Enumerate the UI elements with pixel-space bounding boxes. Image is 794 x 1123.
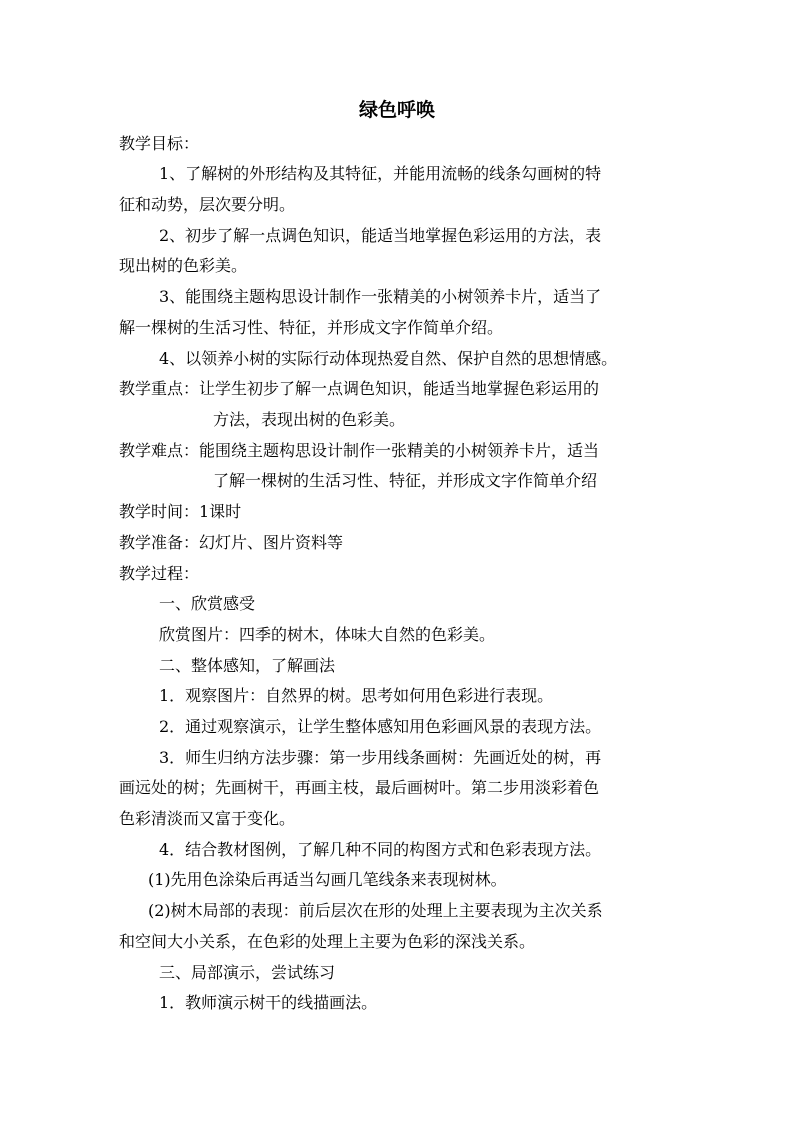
section-heading: 二、整体感知，了解画法 [159,656,336,675]
text-line: 2．通过观察演示，让学生整体感知用色彩画风景的表现方法。 [159,717,602,736]
section-heading: 三、局部演示，尝试练习 [159,963,336,982]
text-line: 2、初步了解一点调色知识，能适当地掌握色彩运用的方法，表 [159,226,602,245]
text-line: (1)先用色涂染后再适当勾画几笔线条来表现树林。 [148,870,507,889]
text-line-objectives-heading: 教学目标： [119,134,200,153]
text-line: 和空间大小关系，在色彩的处理上主要为色彩的深浅关系。 [119,932,536,951]
text-line: 4、以领养小树的实际行动体现热爱自然、保护自然的思想情感。 [159,349,618,368]
text-line: 1、了解树的外形结构及其特征，并能用流畅的线条勾画树的特 [159,164,602,183]
text-line: 4．结合教材图例，了解几种不同的构图方式和色彩表现方法。 [159,840,602,859]
text-line-process-heading: 教学过程： [119,564,200,583]
text-line: 3、能围绕主题构思设计制作一张精美的小树领养卡片，适当了 [159,287,602,306]
text-line: 1．教师演示树干的线描画法。 [159,993,378,1012]
text-line: 色彩清淡而又富于变化。 [119,809,296,828]
text-line-key-points: 教学重点：让学生初步了解一点调色知识，能适当地掌握色彩运用的 [119,379,600,398]
text-line: 欣赏图片：四季的树木，体味大自然的色彩美。 [159,625,496,644]
text-line: 现出树的色彩美。 [119,256,248,275]
text-line: 1．观察图片：自然界的树。思考如何用色彩进行表现。 [159,686,554,705]
text-line: 方法，表现出树的色彩美。 [213,410,406,429]
text-line: 解一棵树的生活习性、特征，并形成文字作简单介绍。 [119,318,504,337]
text-line-preparation: 教学准备：幻灯片、图片资料等 [119,533,344,552]
document-title: 绿色呼唤 [358,99,435,121]
text-line-difficulties: 教学难点：能围绕主题构思设计制作一张精美的小树领养卡片，适当 [119,441,600,460]
text-line: 征和动势，层次要分明。 [119,195,296,214]
section-heading: 一、欣赏感受 [159,594,256,613]
text-line: 了解一棵树的生活习性、特征，并形成文字作简单介绍 [213,471,598,490]
text-line: 3．师生归纳方法步骤：第一步用线条画树：先画近处的树，再 [159,748,602,767]
text-line: (2)树木局部的表现：前后层次在形的处理上主要表现为主次关系 [148,901,603,920]
text-line: 画远处的树；先画树干，再画主枝，最后画树叶。第二步用淡彩着色 [119,778,600,797]
text-line-time: 教学时间：1课时 [119,502,242,521]
